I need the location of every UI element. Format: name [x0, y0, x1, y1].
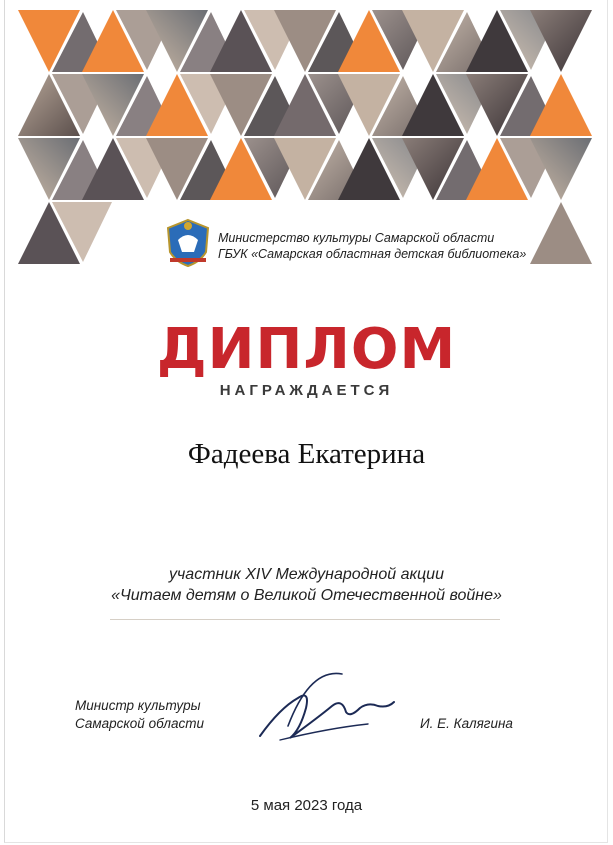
coat-of-arms-icon: [164, 218, 212, 268]
minister-line: Министр культуры: [75, 698, 201, 713]
handwritten-signature: [250, 668, 400, 748]
issuer-header: [164, 218, 544, 270]
minister-line: Самарской области: [75, 716, 205, 731]
org-ministry: Министерство культуры Самарской области: [218, 231, 495, 245]
achievement-line: участник XIV Международной акции: [169, 566, 444, 583]
awarded-label: НАГРАЖДАЕТСЯ: [219, 382, 394, 399]
divider: [110, 619, 500, 620]
achievement-line: «Читаем детям о Великой Отечественной войне»: [111, 587, 502, 604]
diploma-title: ДИПЛОМ: [156, 317, 457, 382]
org-library: ГБУК «Самарская областная детская библиотека»: [218, 247, 527, 261]
achievement-text: [0, 564, 613, 606]
issue-date: 5 мая 2023 года: [250, 797, 363, 814]
minister-title: [75, 697, 204, 733]
recipient-name: Фадеева Екатерина: [187, 438, 426, 470]
signer-name: И. Е. Калягина: [420, 716, 513, 731]
